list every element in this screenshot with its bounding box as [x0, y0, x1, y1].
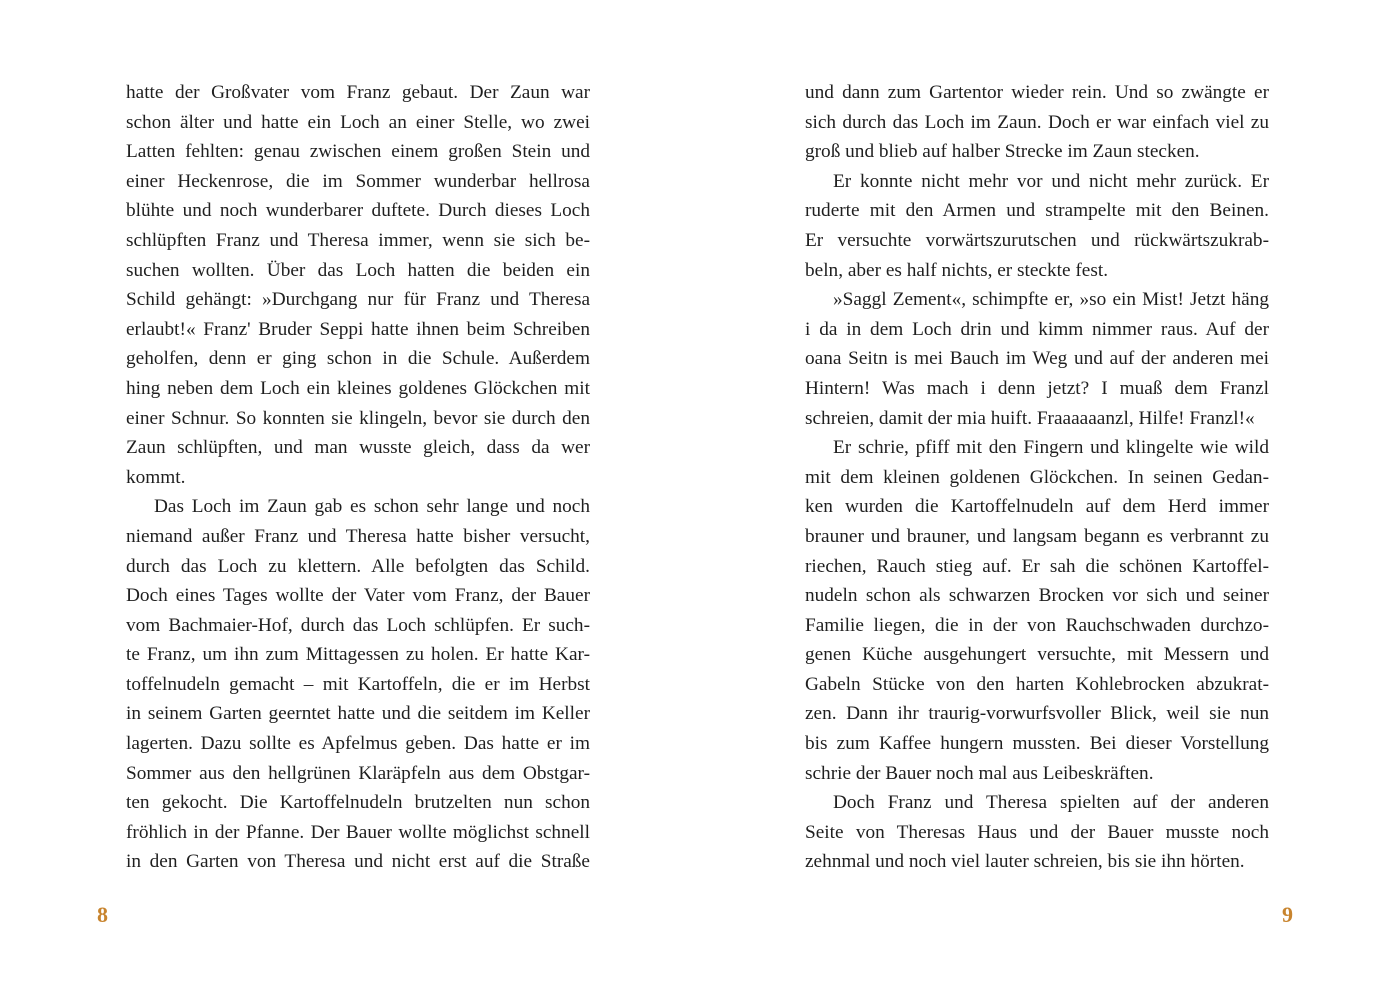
text-line: Das Loch im Zaun gab es schon sehr lange und noch [154, 496, 590, 518]
text-line: erlaubt!« Franz' Bruder Seppi hatte ihnen beim Schreiben [126, 318, 590, 340]
text-line: schreien, damit der mia huift. Fraaaaaanzl, Hilfe! Franzl!« [805, 407, 1255, 429]
text-line: suchen wollten. Über das Loch hatten die beiden ein [126, 259, 590, 281]
text-line: schlüpften Franz und Theresa immer, wenn sie sich be- [126, 229, 590, 251]
text-line: te Franz, um ihn zum Mittagessen zu holen. Er hatte Kar- [126, 644, 590, 666]
text-line: Sommer aus den hellgrünen Klaräpfeln aus dem Obstgar- [126, 762, 590, 784]
text-line: Hintern! Was mach i denn jetzt? I muaß dem Franzl [805, 377, 1269, 399]
text-line: fröhlich in der Pfanne. Der Bauer wollte möglichst schnell [126, 821, 590, 843]
page-number-right: 9 [1282, 902, 1293, 927]
page-number-left: 8 [97, 902, 108, 927]
text-line: Doch eines Tages wollte der Vater vom Franz, der Bauer [126, 585, 590, 607]
text-line: vom Bachmaier-Hof, durch das Loch schlüpfen. Er such- [126, 614, 590, 636]
text-line: Er konnte nicht mehr vor und nicht mehr zurück. Er [833, 170, 1269, 192]
text-line: »Saggl Zement«, schimpfte er, »so ein Mist! Jetzt häng [833, 289, 1269, 311]
text-line: genen Küche ausgehungert versuchte, mit Messern und [805, 644, 1269, 666]
text-line: bis zum Kaffee hungern mussten. Bei dieser Vorstellung [805, 733, 1269, 755]
text-line: Er versuchte vorwärtszurutschen und rückwärtszukrab- [805, 229, 1269, 251]
text-line: beln, aber es half nichts, er steckte fest. [805, 259, 1109, 281]
text-line: Seite von Theresas Haus und der Bauer musste noch [805, 821, 1269, 843]
text-line: einer Heckenrose, die im Sommer wunderbar hellrosa [126, 170, 590, 192]
right-page [697, 0, 1395, 1000]
text-line: Er schrie, pfiff mit den Fingern und klingelte wie wild [833, 437, 1269, 459]
text-line: schon älter und hatte ein Loch an einer Stelle, wo zwei [126, 111, 590, 133]
text-line: ten gekocht. Die Kartoffelnudeln brutzelten nun schon [126, 792, 590, 814]
text-line: zehnmal und noch viel lauter schreien, bis sie ihn hörten. [805, 851, 1245, 873]
text-line: groß und blieb auf halber Strecke im Zaun stecken. [805, 141, 1200, 163]
text-line: einer Schnur. So konnten sie klingeln, bevor sie durch den [126, 407, 590, 429]
text-line: riechen, Rauch stieg auf. Er sah die schönen Kartoffel- [805, 555, 1269, 577]
text-line: hing neben dem Loch ein kleines goldenes Glöckchen mit [126, 377, 590, 399]
text-line: i da in dem Loch drin und kimm nimmer raus. Auf der [805, 318, 1269, 340]
text-line: niemand außer Franz und Theresa hatte bisher versucht, [126, 525, 590, 547]
text-line: sich durch das Loch im Zaun. Doch er war einfach viel zu [805, 111, 1269, 133]
text-line: Doch Franz und Theresa spielten auf der anderen [833, 792, 1269, 814]
text-line: in den Garten von Theresa und nicht erst auf die Straße [126, 851, 590, 873]
text-line: lagerten. Dazu sollte es Apfelmus geben. Das hatte er im [126, 733, 590, 755]
text-line: Latten fehlten: genau zwischen einem großen Stein und [126, 141, 590, 163]
right-page-text [805, 78, 1269, 877]
text-line: geholfen, denn er ging schon in die Schule. Außerdem [126, 348, 590, 370]
text-line: mit dem kleinen goldenen Glöckchen. In seinen Gedan- [805, 466, 1269, 488]
text-line: ruderte mit den Armen und strampelte mit den Beinen. [805, 200, 1269, 222]
text-line: in seinem Garten geerntet hatte und die seitdem im Keller [126, 703, 590, 725]
left-page-text [126, 78, 590, 877]
text-line: Gabeln Stücke von den harten Kohlebrocken abzukrat- [805, 673, 1269, 695]
left-page [0, 0, 697, 1000]
text-line: oana Seitn is mei Bauch im Weg und auf der anderen mei [805, 348, 1269, 370]
text-line: ken wurden die Kartoffelnudeln auf dem Herd immer [805, 496, 1269, 518]
text-line: Familie liegen, die in der von Rauchschwaden durchzo- [805, 614, 1269, 636]
text-line: hatte der Großvater vom Franz gebaut. Der Zaun war [126, 82, 590, 103]
text-line: Schild gehängt: »Durchgang nur für Franz und Theresa [126, 289, 590, 311]
text-line: und dann zum Gartentor wieder rein. Und so zwängte er [805, 82, 1269, 103]
text-line: schrie der Bauer noch mal aus Leibeskräften. [805, 762, 1154, 784]
text-line: zen. Dann ihr traurig-vorwurfsvoller Blick, weil sie nun [805, 703, 1269, 725]
text-line: nudeln schon als schwarzen Brocken vor sich und seiner [805, 585, 1269, 607]
text-line: blühte und noch wunderbarer duftete. Durch dieses Loch [126, 200, 590, 222]
text-line: kommt. [126, 466, 186, 488]
text-line: toffelnudeln gemacht – mit Kartoffeln, die er im Herbst [126, 673, 590, 695]
text-line: durch das Loch zu klettern. Alle befolgten das Schild. [126, 555, 590, 577]
text-line: brauner und brauner, und langsam begann es verbrannt zu [805, 525, 1269, 547]
text-line: Zaun schlüpften, und man wusste gleich, dass da wer [126, 437, 590, 459]
